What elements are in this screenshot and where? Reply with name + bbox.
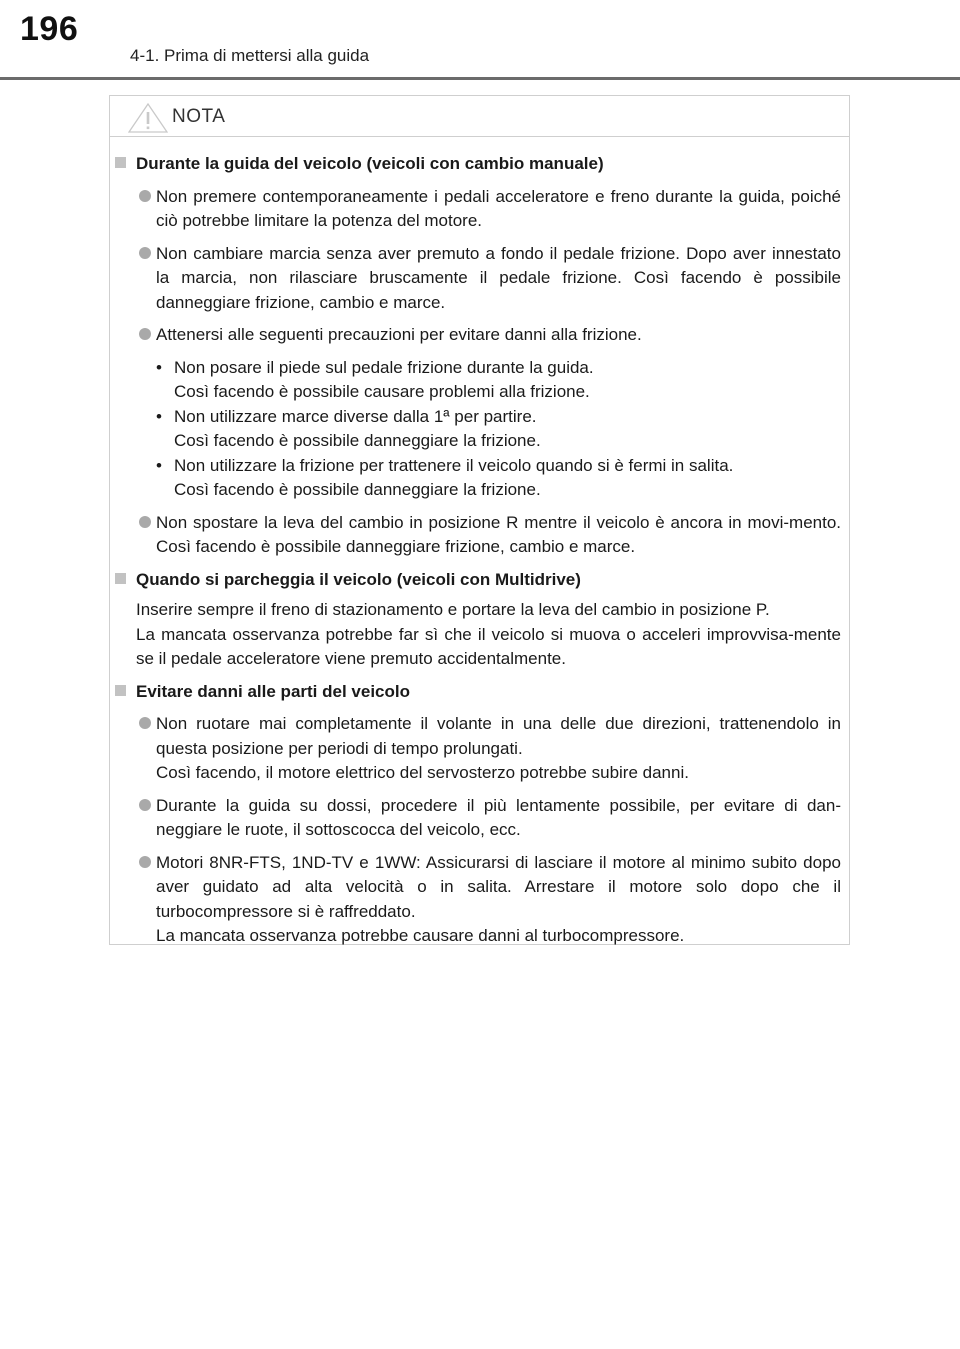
round-bullet-icon xyxy=(139,856,151,868)
sub-list-item xyxy=(110,454,841,503)
list-item xyxy=(110,851,841,949)
list-item xyxy=(110,242,841,316)
sub-item-note: Così facendo è possibile causare problemi alla frizione. xyxy=(174,382,590,401)
bullet-text: Non premere contemporaneamente i pedali acceleratore e freno durante la guida, poiché ciò potrebbe limitare la potenza del motore. xyxy=(156,186,841,230)
notice-section xyxy=(110,568,841,672)
bullet-text: Non spostare la leva del cambio in posizione R mentre il veicolo è ancora in movi-mento. Così facendo è possibile danneggiare frizione, cambio e marce. xyxy=(156,512,841,556)
dot-bullet-icon: • xyxy=(156,357,162,377)
round-bullet-icon xyxy=(139,799,151,811)
notice-header xyxy=(110,96,849,137)
header-rule xyxy=(0,77,960,80)
round-bullet-icon xyxy=(139,328,151,340)
section-heading: Durante la guida del veicolo (veicoli con cambio manuale) xyxy=(136,154,604,173)
square-bullet-icon xyxy=(115,573,126,584)
list-item xyxy=(110,712,841,786)
square-bullet-icon xyxy=(115,157,126,168)
bullet-note: Così facendo, il motore elettrico del servosterzo potrebbe subire danni. xyxy=(156,763,689,782)
list-item xyxy=(110,323,841,348)
sub-item-text: Non posare il piede sul pedale frizione durante la guida. xyxy=(174,357,594,377)
section-heading: Quando si parcheggia il veicolo (veicoli con Multidrive) xyxy=(136,569,581,589)
list-item xyxy=(110,185,841,234)
notice-section xyxy=(110,152,841,177)
sub-list-item xyxy=(110,356,841,405)
round-bullet-icon xyxy=(139,190,151,202)
sub-item-note: Così facendo è possibile danneggiare la frizione. xyxy=(174,431,541,450)
notice-body xyxy=(110,152,849,949)
section-text: La mancata osservanza potrebbe far sì che il veicolo si muova o acceleri improvvisa-mente se il pedale acceleratore viene premuto accidentalmente. xyxy=(136,624,841,668)
list-item xyxy=(110,794,841,843)
square-bullet-icon xyxy=(115,685,126,696)
sub-list-item xyxy=(110,405,841,454)
notice-section xyxy=(110,680,841,705)
dot-bullet-icon: • xyxy=(156,455,162,475)
bullet-text: Non ruotare mai completamente il volante in una delle due direzioni, trattenendolo in questa posizione per periodi di tempo prolungati. xyxy=(156,714,841,758)
bullet-text: Non cambiare marcia senza aver premuto a fondo il pedale frizione. Dopo aver innestato la marcia, non rilasciare bruscamente il pedale frizione. Così facendo è possibile danneggiare frizione, cambio e marce. xyxy=(156,243,841,312)
dot-bullet-icon: • xyxy=(156,406,162,426)
page-header xyxy=(0,0,960,80)
round-bullet-icon xyxy=(139,717,151,729)
bullet-text: Attenersi alle seguenti precauzioni per evitare danni alla frizione. xyxy=(156,325,642,344)
section-heading: Evitare danni alle parti del veicolo xyxy=(136,681,410,701)
bullet-text: Durante la guida su dossi, procedere il più lentamente possibile, per evitare di dan-neggiare le ruote, il sottoscocca del veicolo, ecc. xyxy=(156,795,841,839)
sub-list xyxy=(110,356,841,503)
notice-label: NOTA xyxy=(172,106,226,127)
section-text: Inserire sempre il freno di stazionamento e portare la leva del cambio in posizione P. xyxy=(136,600,770,619)
bullet-text: Motori 8NR-FTS, 1ND-TV e 1WW: Assicurarsi di lasciare il motore al minimo subito dopo aver guidato ad alta velocità o in salita. Arrestare il motore solo dopo che il turbocompressore si è raffreddato. xyxy=(156,852,841,921)
page-number: 196 xyxy=(20,10,79,48)
sub-item-text: Non utilizzare la frizione per trattenere il veicolo quando si è fermi in salita. xyxy=(174,455,734,475)
round-bullet-icon xyxy=(139,516,151,528)
sub-item-note: Così facendo è possibile danneggiare la frizione. xyxy=(174,480,541,499)
list-item xyxy=(110,511,841,560)
round-bullet-icon xyxy=(139,247,151,259)
sub-item-text: Non utilizzare marce diverse dalla 1ª per partire. xyxy=(174,406,537,426)
section-title: 4-1. Prima di mettersi alla guida xyxy=(130,46,370,65)
warning-triangle-icon xyxy=(128,103,168,133)
notice-box xyxy=(109,95,850,945)
bullet-note: La mancata osservanza potrebbe causare danni al turbocompressore. xyxy=(156,926,685,945)
